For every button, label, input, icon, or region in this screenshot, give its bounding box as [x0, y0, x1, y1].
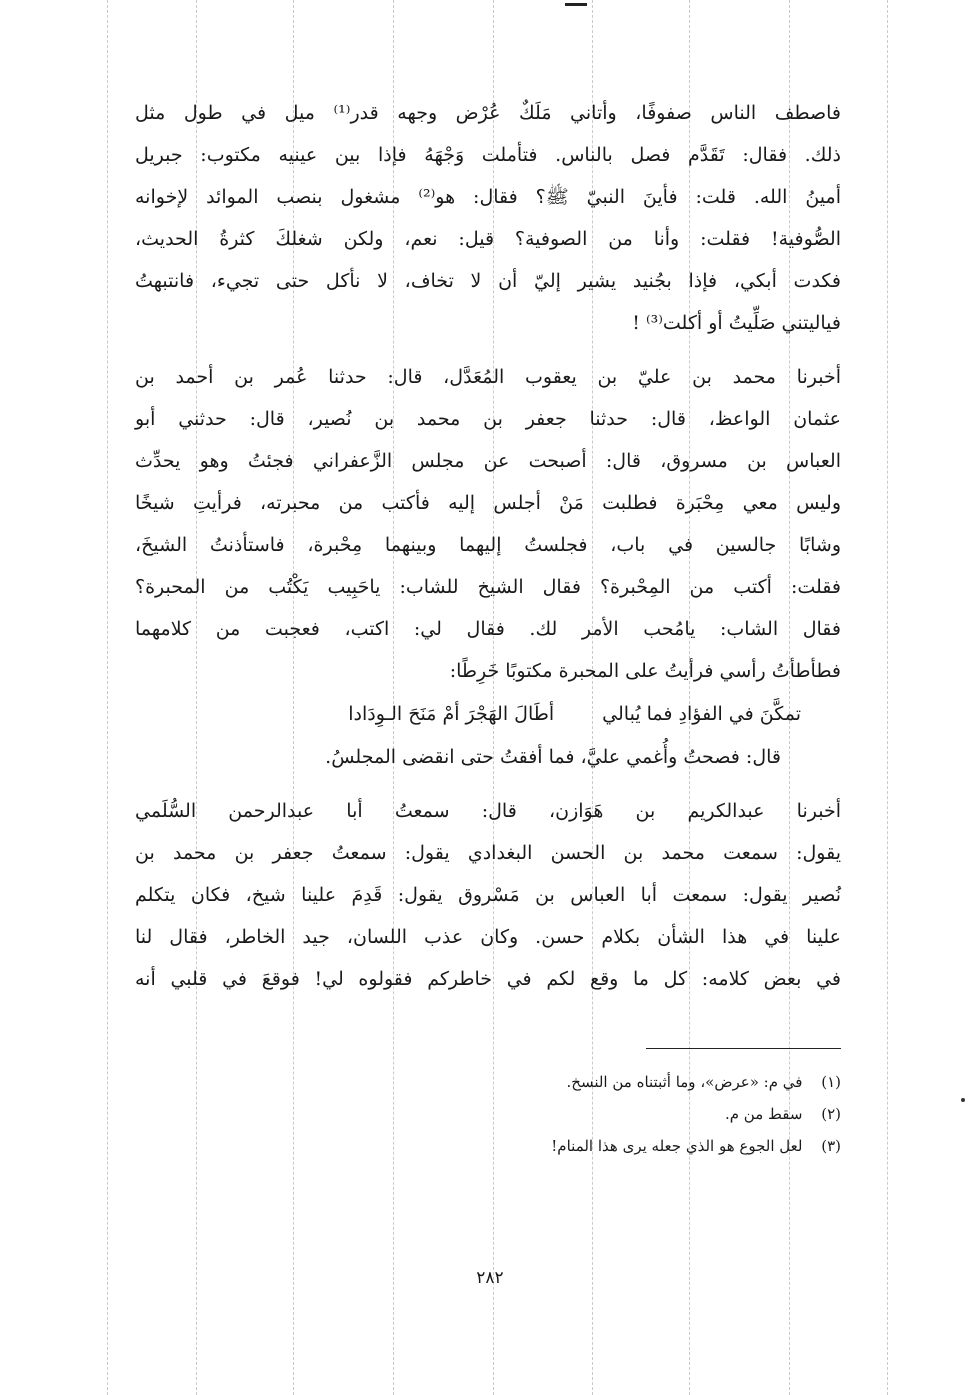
text-line: وليس معي مِحْبَرة فطلبت مَنْ أجلس إليه فأكتب من محبرته، فرأيتِ شيخًا [135, 492, 841, 514]
footnote-text: لعل الجوع هو الذي جعله يرى هذا المنام! [551, 1137, 803, 1155]
text-line: الصُّوفية! فقلت: وأنا من الصوفية؟ قيل: نعم، ولكن شغلكَ كثرةُ الحديث، [135, 228, 841, 250]
text-line: فقال الشاب: يامُحب الأمر لك. فقال لي: اكتب، فعجبت من كلامهما [135, 618, 841, 640]
footnote-text: في م: «عرض»، وما أثبتناه من النسخ. [566, 1073, 803, 1091]
text-line: فاصطف الناس صفوفًا، وأتاني مَلَكٌ عُرْض وجهه قدر⁽¹⁾ ميل في طول مثل [135, 102, 841, 124]
scan-guide-line [887, 0, 888, 1395]
text-line: علينا في هذا الشأن بكلام حسن. وكان عذب اللسان، جيد الخاطر، فقال لنا [135, 926, 841, 948]
main-text [135, 92, 841, 1000]
footnote-separator [646, 1048, 841, 1049]
text-line: عثمان الواعظ، قال: حدثنا جعفر بن محمد بن نُصير، قال: حدثني أبو [135, 408, 841, 430]
footnote [300, 1098, 841, 1130]
footnote-number: (١) [821, 1073, 841, 1091]
footnote [300, 1066, 841, 1098]
text-line: ذلك. فقال: تَقَدَّم فصل بالناس. فتأملت وَجْهَهُ فإذا بين عينيه مكتوب: جبريل [135, 144, 841, 166]
scan-guide-line [107, 0, 108, 1395]
verse-first-hemistich: تمكَّنَ في الفؤادِ فما يُبالي [602, 703, 801, 725]
text-line: يقول: سمعت محمد بن الحسن البغدادي يقول: سمعتُ جعفر بن محمد بن [135, 842, 841, 864]
paragraph-1 [135, 92, 841, 344]
paragraph-gap [135, 778, 841, 790]
scan-top-mark [565, 3, 587, 6]
paragraph-3 [135, 790, 841, 1000]
text-line: وشابًا جالسين في باب، فجلستُ إليهما وبينهما مِحْبرة، فاستأذنتُ الشيخَ، [135, 534, 841, 556]
verse-second-hemistich: أطَالَ الهَجْرَ أمْ مَنَحَ الـوِدَادا [348, 703, 555, 725]
poem-verse [135, 692, 841, 736]
paragraph-gap [135, 344, 841, 356]
footnote-number: (٣) [821, 1137, 841, 1155]
text-line: نُصير يقول: سمعت أبا العباس بن مَسْروق يقول: قَدِمَ علينا شيخ، فكان يتكلم [135, 884, 841, 906]
page-number: ٢٨٢ [476, 1268, 504, 1288]
after-verse-line: قال: فصحتُ وأُغمي عليَّ، فما أفقتُ حتى انقضى المجلسُ. [325, 746, 781, 768]
scan-edge-mark [961, 1098, 965, 1102]
footnote [300, 1130, 841, 1162]
text-line: أخبرنا محمد بن عليّ بن يعقوب المُعَدَّل، قال: حدثنا عُمر بن أحمد بن [135, 366, 841, 388]
text-line: فياليتني صَلِّيتُ أو أكلت⁽³⁾ ! [632, 312, 841, 334]
footnotes [300, 1066, 841, 1162]
text-line: فكدت أبكي، فإذا بجُنيد يشير إليّ أن لا تخاف، لا نأكل حتى تجيء، فانتبهتُ [135, 270, 841, 292]
paragraph-2 [135, 356, 841, 692]
text-line: أمينُ الله. قلت: فأينَ النبيّ ﷺ؟ فقال: هو⁽²⁾ مشغول بنصب الموائد لإخوانه [135, 186, 841, 208]
text-line: فطأطأتُ رأسي فرأيتُ على المحبرة مكتوبًا خَرِطًا: [449, 660, 841, 682]
footnote-number: (٢) [821, 1105, 841, 1123]
text-line: فقلت: أكتب من المِحْبرة؟ فقال الشيخ للشاب: ياحَبِيب يَكْتُب من المحبرة؟ [135, 576, 841, 598]
text-line: العباس بن مسروق، قال: أصبحت عن مجلس الزَّعفراني فجئتُ وهو يحدِّث [135, 450, 841, 472]
text-line: في بعض كلامه: كل ما وقع لكم في خاطركم فقولوه لي! فوقعَ في قلبي أنه [135, 968, 841, 990]
text-line: أخبرنا عبدالكريم بن هَوَازن، قال: سمعتُ أبا عبدالرحمن السُّلَمي [135, 800, 841, 822]
footnote-text: سقط من م. [724, 1105, 803, 1123]
